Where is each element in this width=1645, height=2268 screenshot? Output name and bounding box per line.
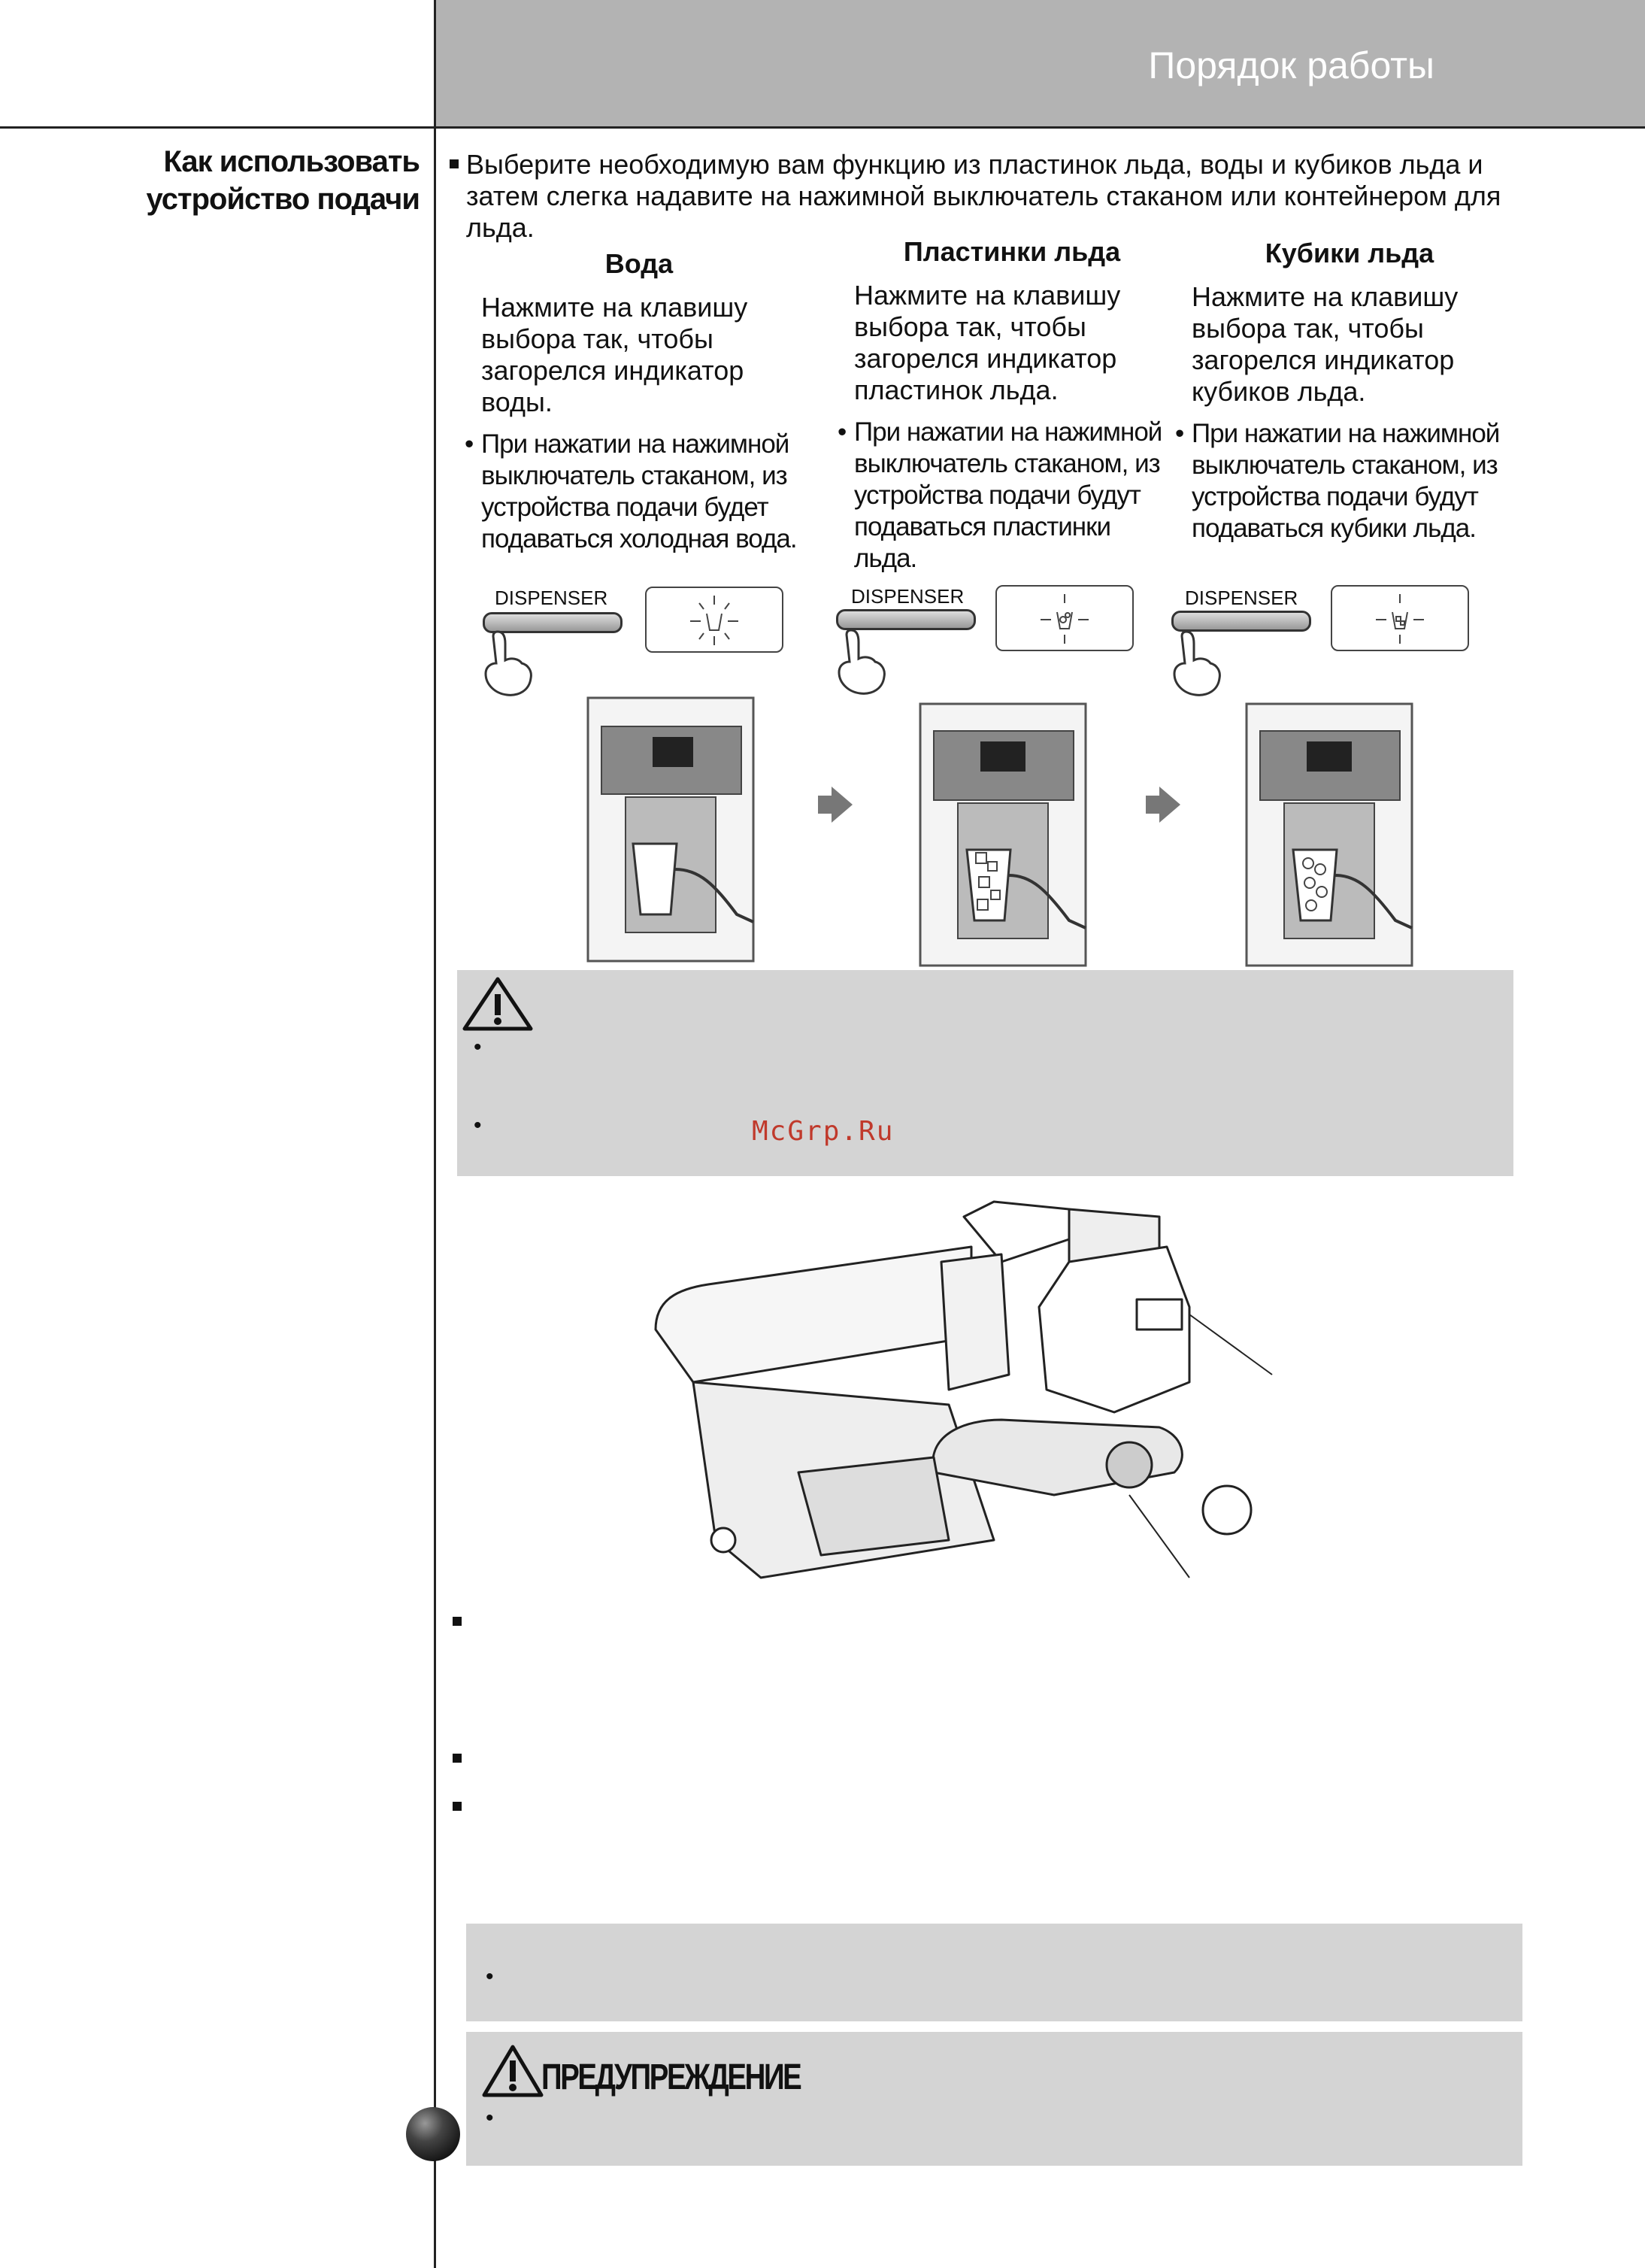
warning-bullet: • bbox=[486, 2106, 494, 2130]
column-desc: Нажмите на клавишу выбора так, чтобы загорелся индикатор кубиков льда. bbox=[1192, 281, 1459, 407]
indicator-panel bbox=[995, 585, 1134, 651]
column-ice-cubes bbox=[1175, 238, 1507, 544]
note-box bbox=[466, 1924, 1522, 2021]
horizontal-rule bbox=[0, 126, 1645, 129]
dispenser-ice-cube-illustration bbox=[1245, 702, 1413, 967]
warning-triangle-icon bbox=[481, 2044, 544, 2098]
dispenser-label: DISPENSER bbox=[1185, 587, 1298, 609]
header-bar bbox=[436, 0, 1645, 126]
page-marker bbox=[406, 2107, 460, 2161]
column-note: • При нажатии на нажимной выключатель стаканом, из устройства подачи будет подаваться холодная вода. bbox=[465, 429, 797, 553]
warning-triangle-icon bbox=[462, 976, 534, 1032]
intro-paragraph bbox=[450, 149, 1502, 244]
indicator-panel bbox=[645, 587, 783, 653]
dispenser-label: DISPENSER bbox=[851, 585, 965, 608]
hand-press-icon bbox=[1170, 630, 1227, 698]
ice-crushed-icon bbox=[997, 587, 1132, 650]
section-title: Как использовать устройство подачи bbox=[146, 145, 420, 216]
ice-cube-icon bbox=[1332, 587, 1468, 650]
ice-maker-illustration bbox=[648, 1194, 1280, 1585]
note-bullet: • bbox=[486, 1964, 494, 1989]
square-bullet bbox=[453, 1617, 462, 1626]
arrow-right-icon bbox=[832, 787, 853, 823]
page-title: Порядок работы bbox=[1148, 44, 1434, 86]
warning-box bbox=[466, 2032, 1522, 2166]
square-bullet bbox=[450, 159, 459, 168]
water-glass-icon bbox=[647, 588, 782, 651]
square-bullet bbox=[453, 1802, 462, 1811]
watermark: McGrp.Ru bbox=[752, 1116, 895, 1147]
column-water bbox=[465, 248, 797, 555]
dispenser-button bbox=[1171, 611, 1311, 632]
hand-press-icon bbox=[835, 629, 892, 696]
column-note: • При нажатии на нажимной выключатель стаканом, из устройства подачи будут подаваться пластинки льда. bbox=[838, 417, 1162, 573]
column-title: Кубики льда bbox=[1265, 238, 1434, 268]
caution-box bbox=[457, 970, 1513, 1176]
indicator-panel bbox=[1331, 585, 1469, 651]
column-desc: Нажмите на клавишу выбора так, чтобы загорелся индикатор воды. bbox=[481, 292, 748, 417]
dispenser-crushed-ice-illustration bbox=[919, 702, 1087, 967]
dispenser-button bbox=[836, 609, 976, 630]
column-note: • При нажатии на нажимной выключатель стаканом, из устройства подачи будут подаваться кубики льда. bbox=[1175, 419, 1500, 543]
vertical-rule bbox=[434, 0, 436, 2268]
square-bullet bbox=[453, 1754, 462, 1763]
column-crushed-ice bbox=[838, 236, 1170, 575]
warning-title: ПРЕДУПРЕЖДЕНИЕ bbox=[541, 2057, 801, 2097]
column-title: Пластинки льда bbox=[903, 236, 1121, 267]
intro-text: Выберите необходимую вам функцию из пластинок льда, воды и кубиков льда и затем слегка надавите на нажимной выключатель стаканом или контейнером для льда. bbox=[466, 149, 1501, 243]
column-title: Вода bbox=[604, 248, 674, 279]
dispenser-water-illustration bbox=[586, 696, 755, 963]
hand-press-icon bbox=[481, 630, 538, 698]
column-desc: Нажмите на клавишу выбора так, чтобы загорелся индикатор пластинок льда. bbox=[854, 280, 1121, 405]
caution-bullet: • bbox=[474, 1035, 482, 1060]
arrow-right-icon bbox=[1159, 787, 1180, 823]
caution-bullet: • bbox=[474, 1113, 482, 1138]
dispenser-label: DISPENSER bbox=[495, 587, 608, 609]
